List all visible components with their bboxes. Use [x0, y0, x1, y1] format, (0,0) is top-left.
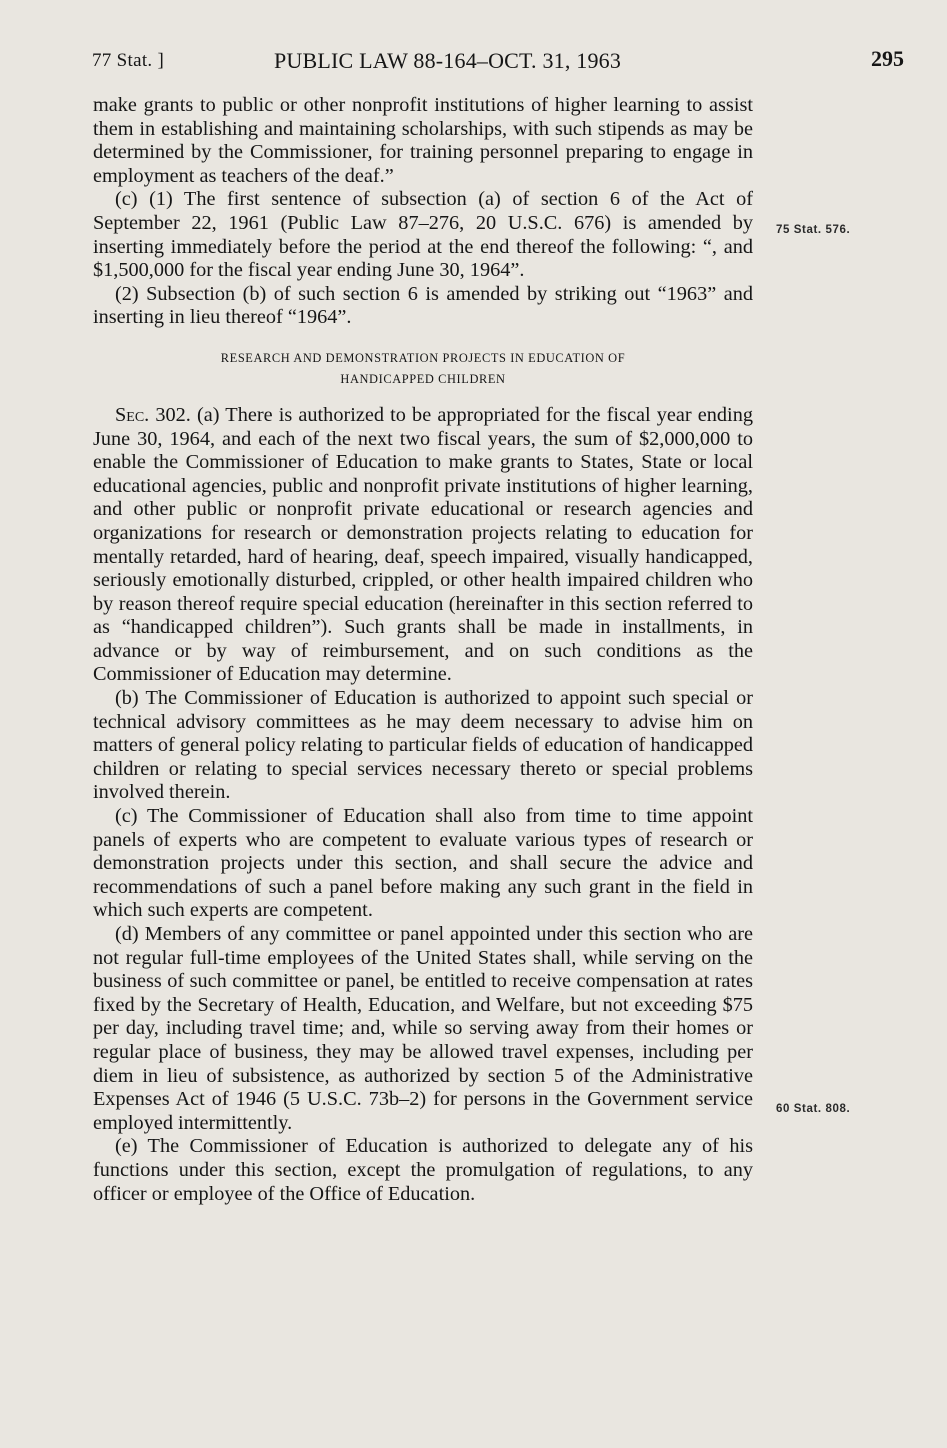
- paragraph-d: (d) Members of any committee or panel appointed under this section who are not regular full-time employees of the United States shall, while serving on the business of such committee or panel, be entitled to receive compensation at rates fixed by the Secretary of Health, Education, and Welfare, but not exceeding $75 per day, including travel time; and, while so serving away from their homes or regular place of business, they may be allowed travel expenses, including per diem in lieu of subsistence, as authorized by section 5 of the Administrative Expenses Act of 1946 (5 U.S.C. 73b–2) for persons in the Government service employed intermittently.: [93, 923, 753, 1134]
- margin-citation-60-stat: 60 Stat. 808.: [776, 1103, 851, 1115]
- page-number: 295: [871, 46, 904, 71]
- section-label: Sec. 302.: [115, 403, 191, 426]
- paragraph-c: (c) The Commissioner of Education shall also from time to time appoint panels of experts who are competent to evaluate various types of research or demonstration projects under this section, and shall secure the advice and recommendations of such a panel before making any such grant in the field in which such experts are competent.: [93, 805, 753, 922]
- paragraph-e: (e) The Commissioner of Education is authorized to delegate any of his functions under this section, except the promulgation of regulations, to any officer or employee of the Office of Education.: [93, 1135, 753, 1205]
- margin-citation-75-stat: 75 Stat. 576.: [776, 224, 851, 236]
- statute-volume: 77 Stat. ]: [92, 50, 165, 71]
- paragraph-sec302-a: [93, 404, 753, 687]
- public-law-title: PUBLIC LAW 88-164–OCT. 31, 1963: [274, 48, 622, 73]
- section-heading: [93, 348, 753, 390]
- section-heading-line2: HANDICAPPED CHILDREN: [340, 371, 506, 386]
- paragraph-b: (b) The Commissioner of Education is authorized to appoint such special or technical advisory committees as he may deem necessary to advise him on matters of general policy relating to particular fields of education of handicapped children or relating to special services necessary thereto or special problems involved therein.: [93, 687, 753, 804]
- body-text: [93, 94, 753, 1206]
- paragraph-c1: (c) (1) The first sentence of subsection (a) of section 6 of the Act of September 22, 1961 (Public Law 87–276, 20 U.S.C. 676) is amended by inserting immediately before the period at the end thereof the following: “, and $1,500,000 for the fiscal year ending June 30, 1964”.: [93, 188, 753, 282]
- paragraph-intro: make grants to public or other nonprofit institutions of higher learning to assist them in establishing and maintaining scholarships, with such stipends as may be determined by the Commissioner, for training personnel preparing to engage in employment as teachers of the deaf.”: [93, 94, 753, 187]
- running-head: [92, 46, 904, 76]
- paragraph-a-text: (a) There is authorized to be appropriated for the fiscal year ending June 30, 1964, and each of the next two fiscal years, the sum of $2,000,000 to enable the Commissioner of Education to make grants to States, State or local educational agencies, public and nonprofit private institutions of higher learning, and other public or nonprofit private educational or research agencies and organizations for research or demonstration projects relating to education for mentally retarded, hard of hearing, deaf, speech impaired, visually handicapped, seriously emotionally disturbed, crippled, or other health impaired children who by reason thereof require special education (hereinafter in this section referred to as “handicapped children”). Such grants shall be made in installments, in advance or by way of reimbursement, and on such conditions as the Commissioner of Education may determine.: [93, 403, 753, 686]
- paragraph-c2: (2) Subsection (b) of such section 6 is amended by striking out “1963” and inserting in lieu thereof “1964”.: [93, 282, 753, 329]
- section-heading-line1: RESEARCH AND DEMONSTRATION PROJECTS IN EDUCATION OF: [220, 350, 626, 365]
